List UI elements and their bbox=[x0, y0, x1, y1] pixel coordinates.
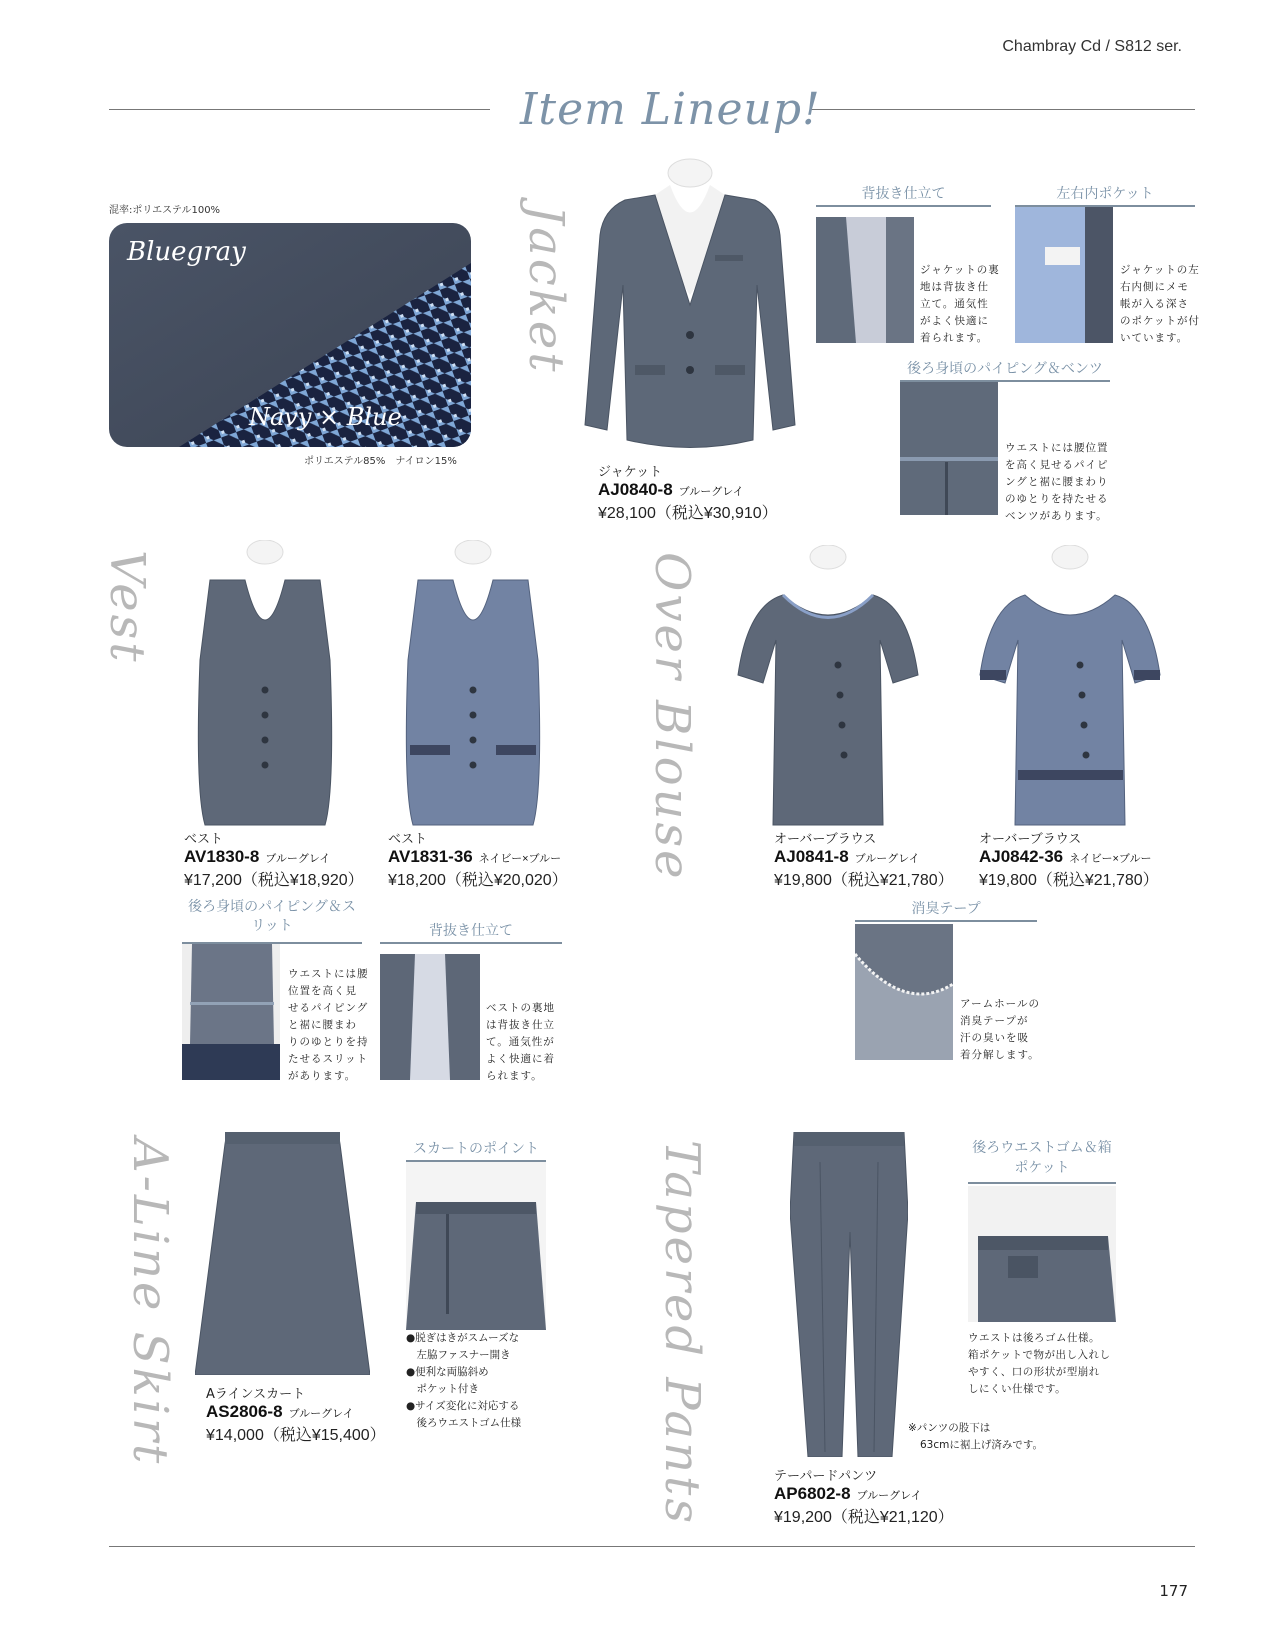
skirt-image bbox=[195, 1132, 370, 1375]
code-text: AS2806-8 bbox=[206, 1402, 283, 1421]
product-pants bbox=[774, 1465, 954, 1527]
detail-title: 背抜き仕立て bbox=[429, 923, 513, 939]
text-line: 63cmに裾上げ済みです。 bbox=[920, 1439, 1044, 1451]
detail-title: 左右内ポケット bbox=[1056, 186, 1154, 202]
title-skirt: A-Line Skirt bbox=[122, 1138, 178, 1467]
page-number: 177 bbox=[1159, 1582, 1188, 1600]
color-text: ブルーグレイ bbox=[288, 1408, 354, 1420]
product-vest1 bbox=[184, 828, 364, 890]
text-line: ●脱ぎはきがスムーズな bbox=[406, 1332, 520, 1344]
text-line: やすく、口の形状が型崩れ bbox=[968, 1366, 1100, 1378]
title-pants: Tapered Pants bbox=[654, 1140, 710, 1526]
text-line: のポケットが付 bbox=[1120, 315, 1200, 327]
text-line: がよく快適に bbox=[920, 315, 989, 327]
text-line: のゆとりを持たせる bbox=[1005, 493, 1109, 505]
detail-title: 後ろ身頃のパイピング＆スリット bbox=[188, 899, 356, 934]
jacket-pocket-photo bbox=[1015, 207, 1113, 343]
detail-text bbox=[406, 1330, 521, 1432]
detail-text bbox=[486, 1000, 555, 1085]
text-line: て。通気性が bbox=[486, 1036, 555, 1048]
product-price: ¥19,800（税込¥21,780） bbox=[774, 872, 954, 889]
text-line: しにくい仕様です。 bbox=[968, 1383, 1067, 1395]
jacket-piping-photo bbox=[900, 382, 998, 515]
product-skirt bbox=[206, 1383, 386, 1445]
product-code bbox=[388, 847, 568, 867]
product-code bbox=[206, 1402, 386, 1422]
code-text: AP6802-8 bbox=[774, 1484, 851, 1503]
text-line: 位置を高く見 bbox=[288, 985, 357, 997]
text-line: ※パンツの股下は bbox=[908, 1422, 991, 1434]
product-code bbox=[598, 480, 778, 500]
product-code bbox=[184, 847, 364, 867]
detail-text bbox=[920, 262, 1000, 347]
blouse-navy-image bbox=[970, 545, 1170, 830]
product-code bbox=[774, 847, 954, 867]
code-text: AV1830-8 bbox=[184, 847, 260, 866]
fabric-composition-label-2: ポリエステル85% ナイロン15% bbox=[304, 456, 457, 467]
detail-rule bbox=[855, 920, 1037, 922]
fabric-composition-label: 混率:ポリエステル100% bbox=[109, 205, 221, 216]
detail-title: 後ろウエストゴム＆箱ポケット bbox=[972, 1140, 1112, 1176]
detail-rule bbox=[380, 942, 562, 944]
vest-back-photo bbox=[380, 954, 480, 1080]
product-category: テーパードパンツ bbox=[774, 1469, 878, 1484]
product-category: ベスト bbox=[388, 832, 428, 847]
product-vest2 bbox=[388, 828, 568, 890]
text-line: ジャケットの左 bbox=[1120, 264, 1200, 276]
fabric-name-navy-blue: Navy × Blue bbox=[249, 403, 402, 431]
text-line: ●サイズ変化に対応する bbox=[406, 1400, 520, 1412]
color-text: ブルーグレイ bbox=[265, 853, 331, 865]
detail-text bbox=[1120, 262, 1200, 347]
color-text: ブルーグレイ bbox=[854, 853, 920, 865]
text-line: ウエストには腰 bbox=[288, 968, 369, 980]
product-price: ¥19,200（税込¥21,120） bbox=[774, 1509, 954, 1526]
color-text: ブルーグレイ bbox=[856, 1490, 922, 1502]
title-overblouse: Over Blouse bbox=[644, 552, 700, 882]
text-line: よく快適に着 bbox=[486, 1053, 555, 1065]
product-price: ¥18,200（税込¥20,020） bbox=[388, 872, 568, 889]
product-code bbox=[774, 1484, 954, 1504]
detail-rule bbox=[816, 205, 991, 207]
text-line: 地は背抜き仕 bbox=[920, 281, 989, 293]
detail-text bbox=[968, 1330, 1110, 1398]
series-label: Chambray Cd / S812 ser. bbox=[1002, 38, 1182, 55]
title-vest: Vest bbox=[99, 550, 155, 665]
color-text: ネイビー×ブルー bbox=[1069, 853, 1152, 865]
text-line: は背抜き仕立 bbox=[486, 1019, 555, 1031]
color-text: ブルーグレイ bbox=[678, 486, 744, 498]
code-text: AV1831-36 bbox=[388, 847, 473, 866]
text-line: 左脇ファスナー開き bbox=[406, 1349, 511, 1361]
text-line: 汗の臭いを吸 bbox=[960, 1032, 1029, 1044]
detail-title: 消臭テープ bbox=[911, 901, 981, 917]
code-text: AJ0842-36 bbox=[979, 847, 1064, 866]
text-line: 帳が入る深さ bbox=[1120, 298, 1189, 310]
text-line: ベストの裏地 bbox=[486, 1002, 555, 1014]
title-jacket: Jacket bbox=[518, 205, 574, 375]
fabric-name-bluegray: Bluegray bbox=[127, 237, 246, 267]
text-line: ジャケットの裏 bbox=[920, 264, 1000, 276]
header-rule-left bbox=[109, 109, 490, 110]
text-line: ベンツがあります。 bbox=[1005, 510, 1108, 522]
text-line: 立て。通気性 bbox=[920, 298, 989, 310]
detail-text bbox=[288, 966, 369, 1085]
product-code bbox=[979, 847, 1159, 867]
text-line: 着られます。 bbox=[920, 332, 989, 344]
product-price: ¥14,000（税込¥15,400） bbox=[206, 1427, 386, 1444]
text-line: 後ろウエストゴム仕様 bbox=[406, 1417, 522, 1429]
pants-image bbox=[790, 1132, 908, 1457]
product-category: オーバーブラウス bbox=[979, 832, 1082, 847]
jacket-image bbox=[575, 155, 805, 460]
detail-title: 後ろ身頃のパイピング＆ベンツ bbox=[907, 361, 1103, 377]
text-line: ウエストは後ろゴム仕様。 bbox=[968, 1332, 1100, 1344]
jacket-back-photo bbox=[816, 217, 914, 343]
text-line: せるパイピング bbox=[288, 1002, 369, 1014]
code-text: AJ0840-8 bbox=[598, 480, 673, 499]
detail-title: 背抜き仕立て bbox=[861, 186, 946, 202]
lineup-title: Item Lineup! bbox=[520, 84, 821, 135]
product-category: ジャケット bbox=[598, 465, 663, 480]
blouse-bluegray-image bbox=[728, 545, 928, 830]
text-line: 箱ポケットで物が出し入れし bbox=[968, 1349, 1111, 1361]
deodorant-tape-photo bbox=[855, 924, 953, 1060]
pants-waist-photo bbox=[968, 1186, 1116, 1322]
text-line: いています。 bbox=[1120, 332, 1189, 344]
detail-title: スカートのポイント bbox=[413, 1141, 539, 1157]
code-text: AJ0841-8 bbox=[774, 847, 849, 866]
product-blouse1 bbox=[774, 828, 954, 890]
text-line: があります。 bbox=[288, 1070, 357, 1082]
footer-rule bbox=[109, 1546, 1195, 1547]
vest-piping-photo bbox=[182, 944, 280, 1080]
detail-rule bbox=[968, 1182, 1116, 1184]
fabric-swatch bbox=[109, 223, 471, 447]
text-line: 着分解します。 bbox=[960, 1049, 1040, 1061]
product-category: Aラインスカート bbox=[206, 1387, 306, 1402]
text-line: られます。 bbox=[486, 1070, 543, 1082]
product-category: ベスト bbox=[184, 832, 224, 847]
detail-text bbox=[960, 996, 1040, 1064]
product-price: ¥17,200（税込¥18,920） bbox=[184, 872, 364, 889]
product-category: オーバーブラウス bbox=[774, 832, 877, 847]
vest-bluegray-image bbox=[190, 540, 340, 830]
product-price: ¥28,100（税込¥30,910） bbox=[598, 505, 778, 522]
text-line: ポケット付き bbox=[406, 1383, 479, 1395]
text-line: 消臭テープが bbox=[960, 1015, 1029, 1027]
text-line: アームホールの bbox=[960, 998, 1040, 1010]
product-price: ¥19,800（税込¥21,780） bbox=[979, 872, 1159, 889]
color-text: ネイビー×ブルー bbox=[478, 853, 562, 865]
text-line: ウエストには腰位置 bbox=[1005, 442, 1109, 454]
text-line: ●便利な両脇斜め bbox=[406, 1366, 489, 1378]
text-line: と裾に腰まわ bbox=[288, 1019, 357, 1031]
detail-text bbox=[1005, 440, 1109, 525]
text-line: ングと裾に腰まわり bbox=[1005, 476, 1109, 488]
pants-inseam-note bbox=[908, 1420, 1043, 1454]
text-line: 右内側にメモ bbox=[1120, 281, 1189, 293]
header-rule-right bbox=[810, 109, 1195, 110]
text-line: りのゆとりを持 bbox=[288, 1036, 369, 1048]
vest-navy-image bbox=[398, 540, 548, 830]
text-line: を高く見せるパイピ bbox=[1005, 459, 1109, 471]
product-blouse2 bbox=[979, 828, 1159, 890]
product-jacket bbox=[598, 461, 778, 523]
skirt-point-photo bbox=[406, 1162, 546, 1330]
text-line: たせるスリット bbox=[288, 1053, 369, 1065]
